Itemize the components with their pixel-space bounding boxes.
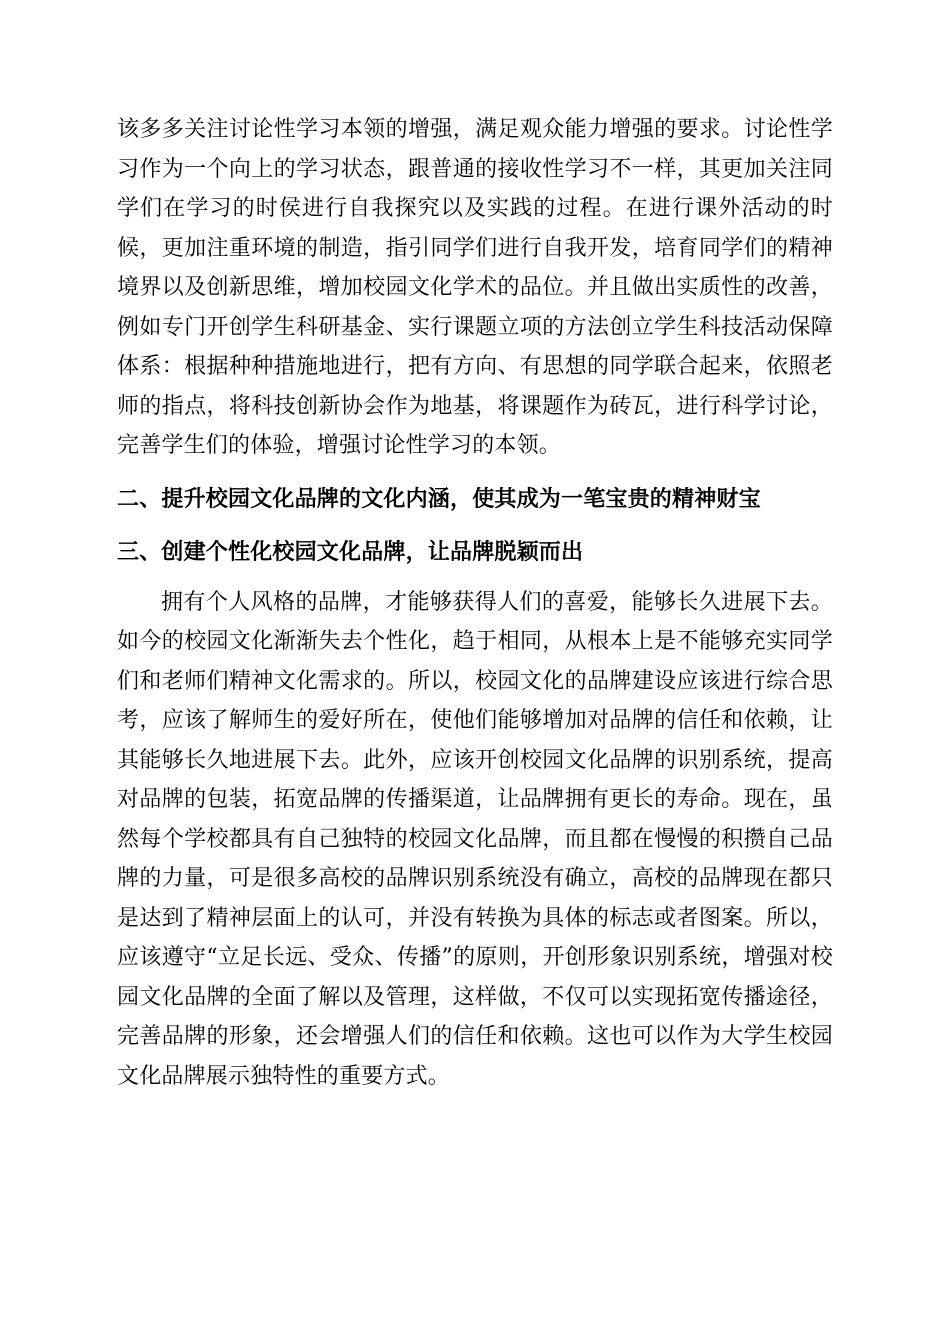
body-paragraph: 拥有个人风格的品牌，才能够获得人们的喜爱，能够长久进展下去。如今的校园文化渐渐失去个性化，趋于相同，从根本上是不能够充实同学们和老师们精神文化需求的。所以，校园文化的品牌建设应该进行综合思考，应该了解师生的爱好所在，使他们能够增加对品牌的信任和依赖，让其能够长久地进展下去。此外，应该开创校园文化品牌的识别系统，提高对品牌的包装，拓宽品牌的传播渠道，让品牌拥有更长的寿命。现在，虽然每个学校都具有自己独特的校园文化品牌，而且都在慢慢的积攒自己品牌的力量，可是很多高校的品牌识别系统没有确立，高校的品牌现在都只是达到了精神层面上的认可，并没有转换为具体的标志或者图案。所以，应该遵守“立足长远、受众、传播”的原则，开创形象识别系统，增强对校园文化品牌的全面了解以及管理，这样做，不仅可以实现拓宽传播途径，完善品牌的形象，还会增强人们的信任和依赖。这也可以作为大学生校园文化品牌展示独特性的重要方式。 [117, 589, 833, 1089]
section-heading-2: 二、提升校园文化品牌的文化内涵，使其成为一笔宝贵的精神财宝 [117, 486, 761, 512]
section-heading-3: 三、创建个性化校园文化品牌，让品牌脱颖而出 [117, 540, 584, 565]
document-page [117, 110, 833, 1096]
body-paragraph: 该多多关注讨论性学习本领的增强，满足观众能力增强的要求。讨论性学习作为一个向上的学习状态，跟普通的接收性学习不一样，其更加关注同学们在学习的时侯进行自我探究以及实践的过程。在进行课外活动的时候，更加注重环境的制造，指引同学们进行自我开发，培育同学们的精神境界以及创新思维，增加校园文化学术的品位。并且做出实质性的改善，例如专门开创学生科研基金、实行课题立项的方法创立学生科技活动保障体系：根据种种措施地进行，把有方向、有思想的同学联合起来，依照老师的指点，将科技创新协会作为地基，将课题作为砖瓦，进行科学讨论，完善学生们的体验，增强讨论性学习的本领。 [117, 117, 833, 458]
